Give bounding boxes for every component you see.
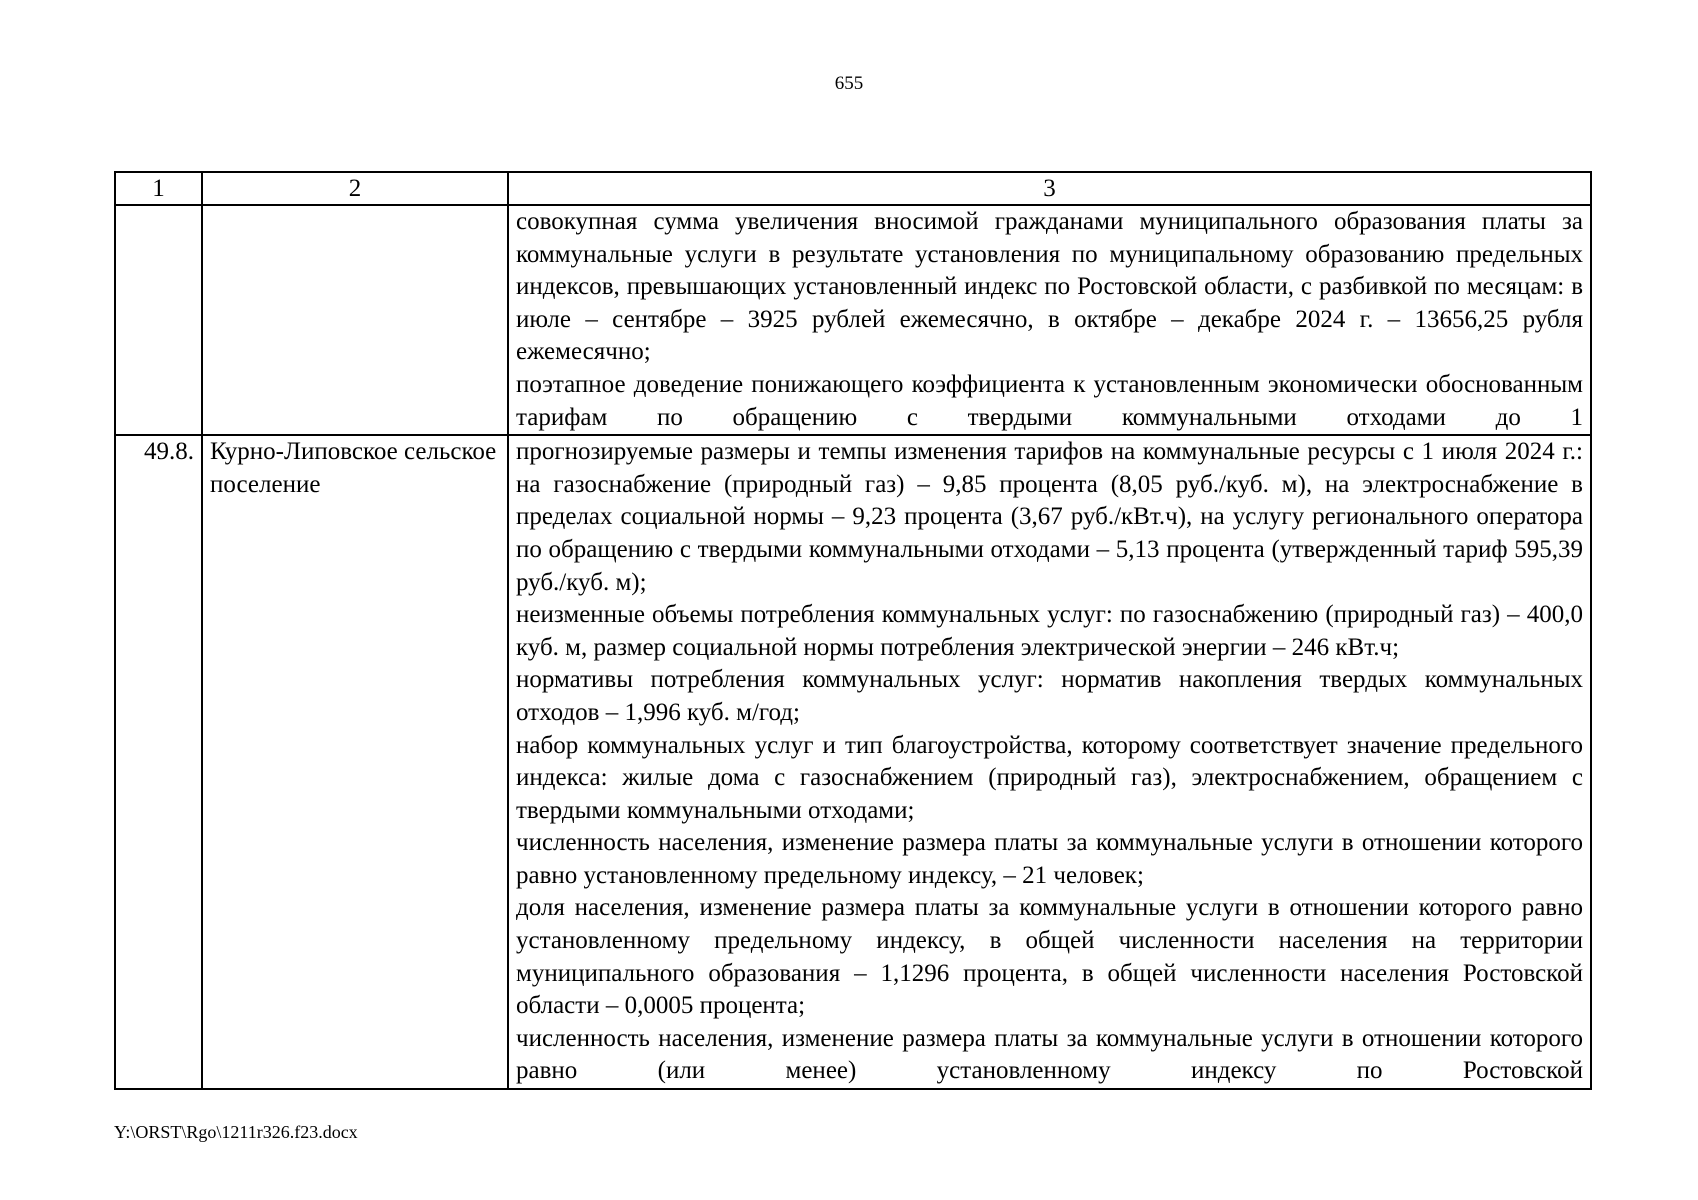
description-paragraph: нормативы потребления коммунальных услуг: норматив накопления твердых коммунальных отходов – 1,996 куб. м/год; <box>516 666 1583 726</box>
settlement-name-cell <box>202 205 508 435</box>
row-number-cell: 49.8. <box>115 435 202 1089</box>
tariff-table <box>114 171 1592 1090</box>
description-paragraph: прогнозируемые размеры и темпы изменения тарифов на коммунальные ресурсы с 1 июля 2024 г.: на газоснабжение (природный газ) – 9,85 процента (8,05 руб./куб. м), на электроснабжение в пределах социальной нормы – 9,23 процента (3,67 руб./кВт.ч), на услугу регионального оператора по обращению с твердыми коммунальными отходами – 5,13 процента (утвержденный тариф 595,39 руб./куб. м); <box>516 438 1583 596</box>
description-cell <box>508 205 1591 435</box>
description-paragraph: совокупная сумма увеличения вносимой гражданами муниципального образования платы за коммунальные услуги в результате установления по муниципальному образованию предельных индексов, превышающих установленный индекс по Ростовской области, с разбивкой по месяцам: в июле – сентябре – 3925 рублей ежемесячно, в октябре – декабре 2024 г. – 13656,25 рубля ежемесячно; <box>516 208 1583 366</box>
table-row <box>115 435 1591 1089</box>
description-paragraph: численность населения, изменение размера платы за коммунальные услуги в отношении которого равно установленному предельному индексу, – 21 человек; <box>516 829 1583 889</box>
column-header-2: 2 <box>202 172 508 205</box>
settlement-name-cell: Курно-Липовское сельское поселение <box>202 435 508 1089</box>
column-header-3: 3 <box>508 172 1591 205</box>
page-number: 655 <box>834 73 864 94</box>
table-header-row <box>115 172 1591 205</box>
file-path-footer: Y:\ORST\Rgo\1211r326.f23.docx <box>114 1122 358 1142</box>
description-paragraph: неизменные объемы потребления коммунальных услуг: по газоснабжению (природный газ) – 400,0 куб. м, размер социальной нормы потребления электрической энергии – 246 кВт.ч; <box>516 601 1583 661</box>
column-header-1: 1 <box>115 172 202 205</box>
description-cell <box>508 435 1591 1089</box>
row-number-cell <box>115 205 202 435</box>
description-paragraph: набор коммунальных услуг и тип благоустройства, которому соответствует значение предельного индекса: жилые дома с газоснабжением (природный газ), электроснабжением, обращением с твердыми коммунальными отходами; <box>516 731 1583 824</box>
description-paragraph: поэтапное доведение понижающего коэффициента к установленным экономически обоснованным тарифам по обращению с твердыми коммунальными отходами до 1 <box>516 370 1583 431</box>
description-paragraph: доля населения, изменение размера платы за коммунальные услуги в отношении которого равно установленному предельному индексу, в общей численности населения на территории муниципального образования – 1,1296 процента, в общей численности населения Ростовской области – 0,0005 процента; <box>516 894 1583 1020</box>
description-paragraph: численность населения, изменение размера платы за коммунальные услуги в отношении которого равно (или менее) установленному индексу по Ростовской <box>516 1024 1583 1085</box>
table-row <box>115 205 1591 435</box>
